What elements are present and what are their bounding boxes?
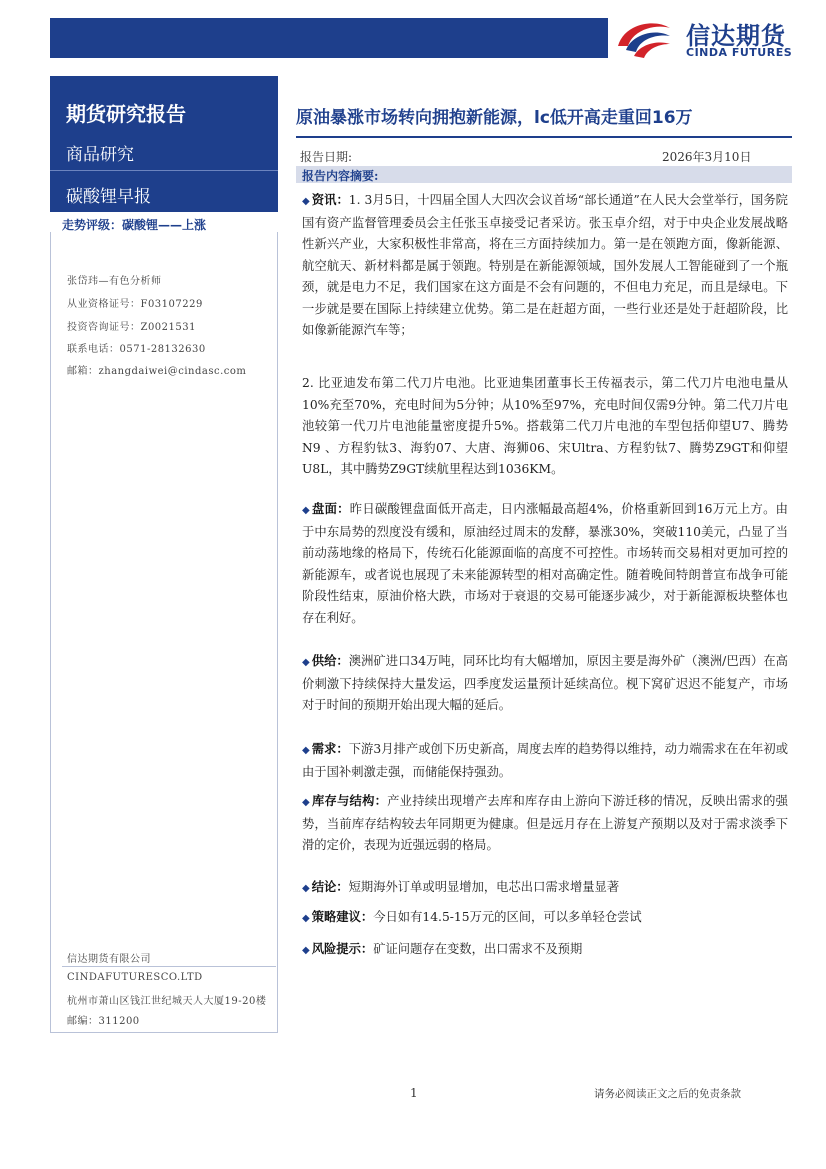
diamond-bullet-icon: ◆ xyxy=(302,883,310,894)
category-panel xyxy=(50,128,278,212)
diamond-bullet-icon: ◆ xyxy=(302,505,310,516)
section-conclusion xyxy=(302,876,788,900)
analyst-name: 张岱玮—有色分析师 xyxy=(67,276,162,287)
title-underline xyxy=(296,136,792,138)
contact-email[interactable]: 邮箱：zhangdaiwei@cindasc.com xyxy=(67,366,247,377)
section-text: 2. 比亚迪发布第二代刀片电池。比亚迪集团董事长王传福表示，第二代刀片电池电量从10%充至70%，充电时间为5分钟；从10%至97%，充电时间仅需9分钟。第二代刀片电池较第一代刀片电池能量密度提升5%。搭载第二代刀片电池的车型包括仰望U7、腾势N9 、方程豹钛3、海豹07、大唐、海狮06、宋Ultra、方程豹钛7、腾势Z9GT和仰望U8L，其中腾势Z9GT续航里程达到1036KM。 xyxy=(302,376,788,476)
section-text: 今日如有14.5-15万元的区间，可以多单轻仓尝试 xyxy=(373,910,642,924)
diamond-bullet-icon: ◆ xyxy=(302,945,310,956)
section-label: 供给： xyxy=(311,653,349,668)
diamond-bullet-icon: ◆ xyxy=(302,196,310,207)
company-name-cn: 信达期货有限公司 xyxy=(67,954,151,965)
cinda-logo-icon xyxy=(614,16,674,60)
section-label: 风险提示： xyxy=(311,941,374,956)
summary-header xyxy=(296,166,792,183)
diamond-bullet-icon: ◆ xyxy=(302,913,310,924)
diamond-bullet-icon: ◆ xyxy=(302,797,310,808)
company-name-en: CINDAFUTURESCO.LTD xyxy=(67,972,203,983)
report-name: 碳酸锂早报 xyxy=(66,187,151,207)
report-date-label: 报告日期: xyxy=(300,150,353,164)
diamond-bullet-icon: ◆ xyxy=(302,745,310,756)
logo-chinese-name: 信达期货 xyxy=(686,22,786,50)
section-text: 澳洲矿进口34万吨，同环比均有大幅增加，原因主要是海外矿（澳洲/巴西）在高价刺激下持续保持大量发运，四季度发运量预计延续高位。枧下窝矿迟迟不能复产，市场对于时间的预期开始出现大幅的延后。 xyxy=(302,654,788,712)
section-market xyxy=(302,498,788,629)
section-label: 资讯： xyxy=(311,192,349,207)
section-text: 下游3月排产或创下历史新高，周度去库的趋势得以维持，动力端需求在在年初或由于国补刺激走强，而储能保持强劲。 xyxy=(302,742,788,779)
section-news-1 xyxy=(302,189,788,342)
consulting-number: 投资咨询证号：Z0021531 xyxy=(67,322,196,333)
section-text: 1. 3月5日，十四届全国人大四次会议首场“部长通道”在人民大会堂举行，国务院国有资产监督管理委员会主任张玉卓接受记者采访。张玉卓介绍，对于中央企业发展战略性新兴产业，大家积极性非常高，将在三方面持续加力。第一是在领跑方面，像新能源、航空航天、新材料都是属于领跑。特别是在新能源领域，国外发展人工智能碰到了一个瓶颈，就是电力不足，我们国家在这方面是不会有问题的，不但电力充足，而且是绿电。下一步就是要在国际上持续建立优势。第二是在赶超方面，一些行业还是处于赶超阶段，比如像新能源汽车等； xyxy=(302,193,788,337)
section-label: 盘面： xyxy=(311,501,350,516)
section-label: 结论： xyxy=(311,879,349,894)
section-risk xyxy=(302,938,788,962)
category-divider xyxy=(50,170,278,171)
section-label: 需求： xyxy=(311,741,349,756)
diamond-bullet-icon: ◆ xyxy=(302,657,310,668)
section-label: 策略建议： xyxy=(311,909,374,924)
report-type: 期货研究报告 xyxy=(66,102,186,126)
logo-english-name: CINDA FUTURES xyxy=(686,46,793,59)
company-postcode: 邮编：311200 xyxy=(67,1016,140,1027)
report-type-header xyxy=(50,76,278,128)
qualification-number: 从业资格证号：F03107229 xyxy=(67,299,203,310)
section-inventory xyxy=(302,790,788,857)
section-text: 产业持续出现增产去库和库存由上游向下游迁移的情况，反映出需求的强势，当前库存结构较去年同期更为健康。但是远月存在上游复产预期以及对于需求淡季下滑的定价，表现为近强远弱的格局。 xyxy=(302,794,788,852)
section-demand xyxy=(302,738,788,783)
section-news-2 xyxy=(302,373,788,481)
section-label: 库存与结构： xyxy=(311,793,388,808)
header-band xyxy=(50,18,608,58)
trend-rating: 走势评级：碳酸锂——上涨 xyxy=(62,218,207,232)
company-address: 杭州市萧山区钱江世纪城天人大厦19-20楼 xyxy=(67,996,267,1007)
report-title: 原油暴涨市场转向拥抱新能源，lc低开高走重回16万 xyxy=(296,108,693,128)
section-text: 短期海外订单或明显增加，电芯出口需求增量显著 xyxy=(348,880,620,894)
disclaimer-note[interactable]: 请务必阅读正文之后的免责条款 xyxy=(594,1088,741,1100)
section-text: 矿证问题存在变数，出口需求不及预期 xyxy=(373,942,583,956)
summary-label: 报告内容摘要: xyxy=(302,169,379,183)
section-text: 昨日碳酸锂盘面低开高走，日内涨幅最高超4%，价格重新回到16万元上方。由于中东局势的烈度没有缓和，原油经过周末的发酵，暴涨30%，突破110美元，凸显了当前动荡地缘的格局下，传统石化能源面临的高度不可控性。市场转而交易相对更加可控的新能源车，或者说也展现了未来能源转型的相对高确定性。随着晚间特朗普宣布战争可能阶段性结束，原油价格大跌，市场对于衰退的交易可能逐步减少，对于新能源板块整体也存在利好。 xyxy=(302,502,788,625)
section-supply xyxy=(302,650,788,717)
contact-phone: 联系电话：0571-28132630 xyxy=(67,344,206,355)
company-logo xyxy=(614,14,804,62)
company-divider xyxy=(62,966,276,967)
section-strategy xyxy=(302,906,788,930)
report-date: 2026年3月10日 xyxy=(662,150,752,164)
report-category: 商品研究 xyxy=(66,145,134,165)
page-number: 1 xyxy=(410,1086,418,1100)
